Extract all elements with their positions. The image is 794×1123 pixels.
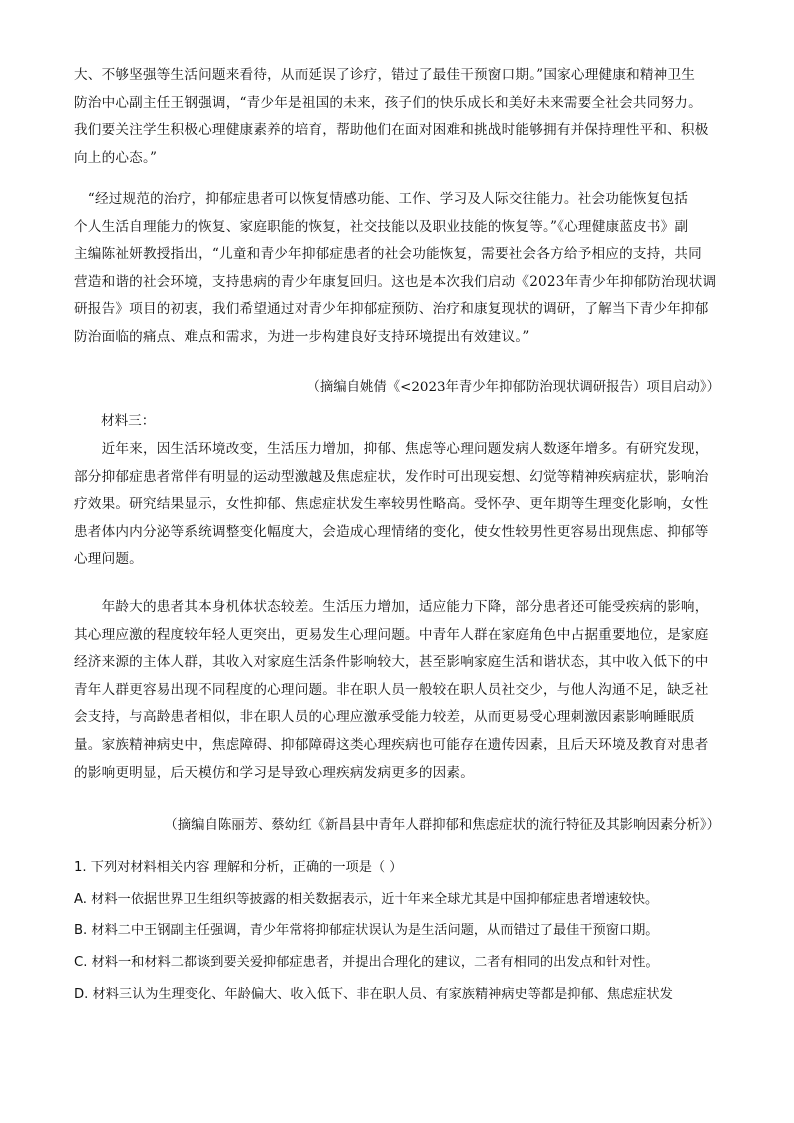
source-citation-2: （摘编自陈丽芳、蔡幼红《新昌县中青年人群抑郁和焦虑症状的流行特征及其影响因素分析》） [164, 818, 720, 833]
text-line: 会支持，与高龄患者相似，非在职人员的心理应激承受能力较差，从而更易受心理刺激因素影响睡眠质 [74, 709, 695, 726]
paragraph-1 [74, 62, 720, 172]
text-line: 研报告》项目的初衷，我们希望通过对青少年抑郁症预防、治疗和康复现状的调研，了解当下青少年抑郁 [74, 301, 709, 318]
text-line: 防治中心副主任王钢强调，“青少年是祖国的未来，孩子们的快乐成长和美好未来需要全社会共同努力。 [74, 94, 702, 111]
option-c: C. 材料一和材料二都谈到要关爱抑郁症患者，并提出合理化的建议，二者有相同的出发点和针对性。 [74, 955, 659, 970]
text-line: 年龄大的患者其本身机体状态较差。生活压力增加，适应能力下降，部分患者还可能受疾病的影响， [74, 599, 709, 615]
text-line: 患者体内内分泌等系统调整变化幅度大，会造成心理情绪的变化，使女性较男性更容易出现焦虑、抑郁等 [74, 523, 709, 540]
material-3-label: 材料三： [101, 413, 156, 429]
option-a: A. 材料一依据世界卫生组织等披露的相关数据表示，近十年来全球尤其是中国抑郁症患者增速较快。 [74, 892, 659, 907]
text-line: 个人生活自理能力的恢复、家庭职能的恢复，社交技能以及职业技能的恢复等。”《心理健康蓝皮书》副 [74, 218, 689, 235]
text-line: 主编陈祉妍教授指出，“儿童和青少年抑郁症患者的社会功能恢复，需要社会各方给予相应的支持，共同 [74, 246, 702, 263]
paragraph-2 [74, 186, 720, 352]
text-line: 量。家族精神病史中，焦虑障碍、抑郁障碍这类心理疾病也可能存在遗传因素，且后天环境及教育对患者 [74, 736, 709, 753]
paragraph-4 [74, 594, 720, 787]
option-d: D. 材料三认为生理变化、年龄偏大、收入低下、非在职人员、有家族精神病史等都是抑郁、焦虑症状发 [74, 987, 673, 1002]
text-line: 防治面临的痛点、难点和需求，为进一步构建良好支持环境提出有效建议。” [74, 328, 530, 345]
text-line: 大、不够坚强等生活问题来看待，从而延误了诊疗，错过了最佳干预窗口期。”国家心理健康和精神卫生 [74, 67, 696, 83]
text-line: 部分抑郁症患者常伴有明显的运动型激越及焦虑症状，发作时可出现妄想、幻觉等精神疾病症状，影响治 [74, 468, 709, 485]
text-line: “经过规范的治疗，抑郁症患者可以恢复情感功能、工作、学习及人际交往能力。社会功能恢复包括 [74, 191, 689, 207]
option-b: B. 材料二中王钢副主任强调，青少年常将抑郁症状误认为是生活问题，从而错过了最佳干预窗口期。 [74, 923, 659, 938]
text-line: 青年人群更容易出现不同程度的心理问题。非在职人员一般较在职人员社交少，与他人沟通不足，缺乏社 [74, 681, 709, 698]
text-line: 其心理应激的程度较年轻人更突出，更易发生心理问题。中青年人群在家庭角色中占据重要地位，是家庭 [74, 626, 709, 643]
text-line: 疗效果。研究结果显示，女性抑郁、焦虑症状发生率较男性略高。受怀孕、更年期等生理变化影响，女性 [74, 496, 709, 513]
text-line: 向上的心态。” [74, 149, 158, 166]
text-line: 营造和谐的社会环境，支持患病的青少年康复回归。这也是本次我们启动《2023年青少年抑郁防治现状调 [74, 273, 717, 290]
text-line: 心理问题。 [74, 551, 143, 568]
paragraph-3 [74, 436, 720, 574]
source-citation-1: （摘编自姚倩《<2023年青少年抑郁防治现状调研报告）项目启动》） [306, 380, 720, 395]
text-line: 近年来，因生活环境改变，生活压力增加，抑郁、焦虑等心理问题发病人数逐年增多。有研究发现， [74, 441, 709, 457]
text-line: 我们要关注学生积极心理健康素养的培育，帮助他们在面对困难和挑战时能够拥有并保持理性平和、积极 [74, 122, 709, 139]
text-line: 经济来源的主体人群，其收入对家庭生活条件影响较大，甚至影响家庭生活和谐状态，其中收入低下的中 [74, 654, 709, 671]
question-stem: 1. 下列对材料相关内容 理解和分析，正确的一项是（ ） [74, 860, 403, 875]
text-line: 的影响更明显，后天模仿和学习是导致心理疾病发病更多的因素。 [74, 764, 475, 781]
